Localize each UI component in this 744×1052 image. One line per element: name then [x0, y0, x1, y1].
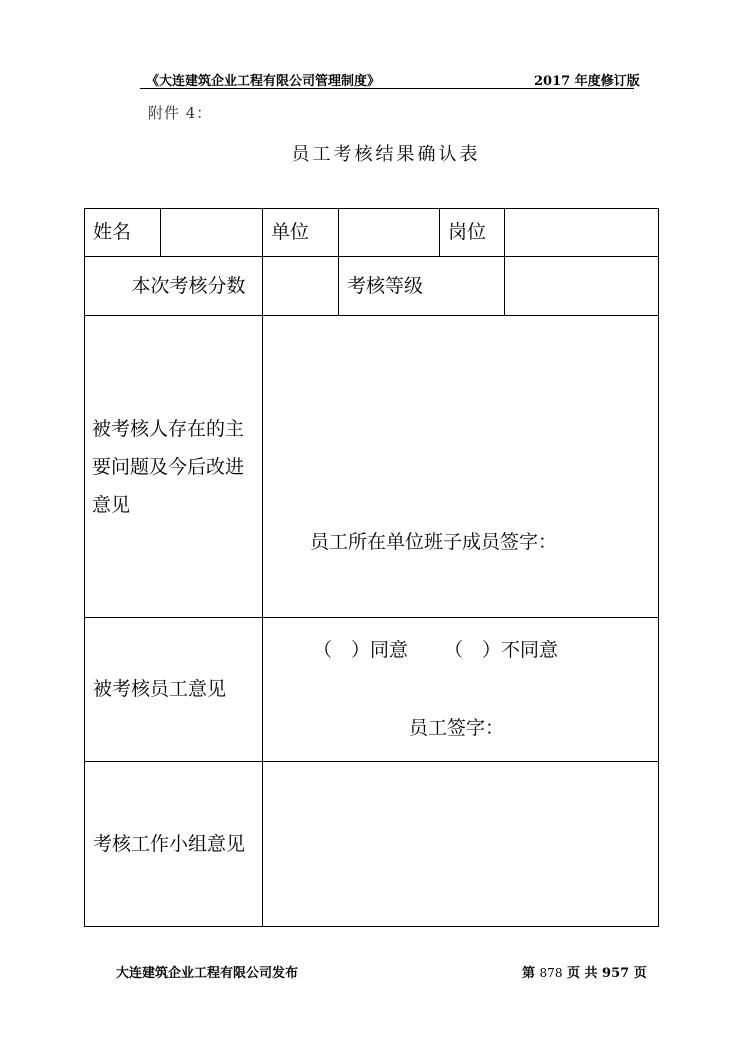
problems-label-line-3: 意见 [92, 493, 131, 516]
team-opinion-label-cell: 考核工作小组意见 [85, 762, 263, 927]
problems-input-cell[interactable] [263, 316, 659, 618]
agree-option[interactable]: （ ）同意 [313, 639, 409, 661]
disagree-option[interactable]: （ ）不同意 [444, 639, 559, 661]
form-title: 员工考核结果确认表 [291, 144, 481, 165]
unit-leader-signature-label: 员工所在单位班子成员签字： [310, 531, 558, 553]
header-document-title: 《大连建筑企业工程有限公司管理制度》 [146, 74, 381, 89]
score-label: 本次考核分数 [131, 274, 246, 297]
score-label-cell [85, 257, 263, 316]
footer-publisher: 大连建筑企业工程有限公司发布 [116, 966, 299, 981]
employee-opinion-label-cell: 被考核员工意见 [85, 618, 263, 762]
confirmation-form-table [84, 208, 659, 927]
employee-opinion-cell [263, 618, 659, 762]
page-prefix: 第 [522, 966, 536, 981]
page-total: 957 [602, 966, 630, 981]
position-input-cell[interactable] [505, 209, 659, 257]
grade-input-cell[interactable] [505, 257, 659, 316]
employee-signature-label: 员工签字： [409, 717, 505, 739]
position-label-cell: 岗位 [440, 209, 505, 257]
name-input-cell[interactable] [161, 209, 263, 257]
header-version: 2017 年度修订版 [534, 74, 640, 89]
score-input-cell[interactable] [263, 257, 339, 316]
page-suffix: 页 [633, 966, 647, 981]
problems-label-line-2: 要问题及今后改进 [92, 455, 245, 478]
header-divider [140, 88, 634, 89]
grade-label-cell: 考核等级 [339, 257, 505, 316]
problems-label-cell [85, 316, 263, 618]
unit-input-cell[interactable] [339, 209, 440, 257]
team-opinion-input-cell[interactable] [263, 762, 659, 927]
page-number: 878 [539, 966, 563, 980]
unit-label-cell: 单位 [263, 209, 339, 257]
problems-label-line-1: 被考核人存在的主 [92, 417, 245, 440]
name-label-cell: 姓名 [85, 209, 161, 257]
footer-page-info [522, 962, 647, 981]
page-middle: 页 共 [566, 966, 598, 981]
attachment-label: 附件 4： [148, 104, 213, 122]
